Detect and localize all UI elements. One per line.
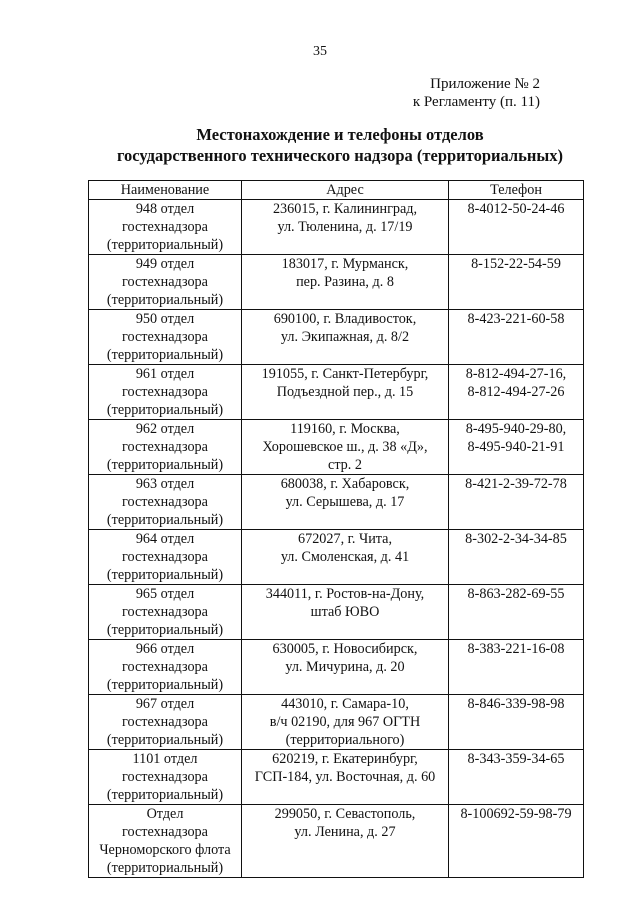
- cell-name-line: гостехнадзора: [122, 384, 208, 400]
- cell-phone-line: 8-343-359-34-65: [467, 751, 565, 767]
- cell-name: [89, 365, 242, 420]
- cell-address-line: ул. Тюленина, д. 17/19: [277, 219, 413, 235]
- cell-name-line: (территориальный): [106, 402, 224, 418]
- cell-address: [242, 475, 449, 530]
- table-row: [89, 530, 584, 585]
- cell-phone-line: 8-423-221-60-58: [467, 311, 565, 327]
- cell-address-line: 183017, г. Мурманск,: [281, 256, 409, 272]
- cell-name-line: 963 отдел: [135, 476, 195, 492]
- cell-phone: [449, 475, 584, 530]
- cell-phone: [449, 695, 584, 750]
- document-title-line-1: Местонахождение и телефоны отделов: [196, 125, 484, 144]
- cell-name-line: гостехнадзора: [122, 274, 208, 290]
- cell-name-line: 967 отдел: [135, 696, 195, 712]
- cell-address: [242, 255, 449, 310]
- cell-name-line: (территориальный): [106, 860, 224, 876]
- appendix-line-1: Приложение № 2: [430, 76, 540, 92]
- cell-phone: [449, 420, 584, 475]
- cell-name-line: (территориальный): [106, 787, 224, 803]
- cell-name-line: (территориальный): [106, 237, 224, 253]
- offices-table: [88, 180, 584, 878]
- cell-address: [242, 530, 449, 585]
- cell-address: [242, 640, 449, 695]
- cell-address-line: 191055, г. Санкт-Петербург,: [261, 366, 429, 382]
- cell-name-line: гостехнадзора: [122, 549, 208, 565]
- cell-address: [242, 750, 449, 805]
- cell-name-line: 950 отдел: [135, 311, 195, 327]
- cell-address-line: 630005, г. Новосибирск,: [272, 641, 418, 657]
- cell-name: [89, 695, 242, 750]
- cell-name: [89, 420, 242, 475]
- cell-address-line: 299050, г. Севастополь,: [274, 806, 416, 822]
- table-row: [89, 475, 584, 530]
- cell-name-line: 962 отдел: [135, 421, 195, 437]
- cell-name-line: 965 отдел: [135, 586, 195, 602]
- cell-name: [89, 255, 242, 310]
- cell-name-line: (территориальный): [106, 677, 224, 693]
- cell-phone: [449, 200, 584, 255]
- cell-address-line: Хорошевское ш., д. 38 «Д»,: [262, 439, 428, 455]
- cell-phone: [449, 750, 584, 805]
- cell-name-line: 961 отдел: [135, 366, 195, 382]
- cell-address-line: ул. Ленина, д. 27: [294, 824, 396, 840]
- cell-address-line: стр. 2: [328, 457, 362, 473]
- cell-phone-line: 8-495-940-21-91: [467, 439, 565, 455]
- cell-name: [89, 310, 242, 365]
- cell-name-line: (территориальный): [106, 622, 224, 638]
- cell-name-line: гостехнадзора: [122, 659, 208, 675]
- table-row: [89, 585, 584, 640]
- cell-address-line: 443010, г. Самара-10,: [281, 696, 409, 712]
- cell-phone-line: 8-812-494-27-16,: [465, 366, 567, 382]
- cell-address-line: 672027, г. Чита,: [298, 531, 392, 547]
- appendix-line-2: к Регламенту (п. 11): [412, 94, 540, 110]
- cell-address-line: 119160, г. Москва,: [290, 421, 400, 437]
- table-row: [89, 420, 584, 475]
- cell-address: [242, 200, 449, 255]
- cell-phone-line: 8-863-282-69-55: [467, 586, 565, 602]
- cell-name-line: (территориальный): [106, 732, 224, 748]
- cell-name: [89, 750, 242, 805]
- cell-phone-line: 8-4012-50-24-46: [467, 201, 565, 217]
- cell-name-line: (территориальный): [106, 512, 224, 528]
- cell-address: [242, 310, 449, 365]
- cell-address: [242, 695, 449, 750]
- header-name: Наименование: [89, 181, 242, 200]
- cell-name: [89, 475, 242, 530]
- cell-name-line: Отдел: [146, 806, 184, 822]
- table-row: [89, 310, 584, 365]
- cell-phone-line: 8-495-940-29-80,: [465, 421, 567, 437]
- cell-address-line: штаб ЮВО: [310, 604, 380, 620]
- appendix-note: [380, 75, 540, 111]
- cell-name-line: гостехнадзора: [122, 604, 208, 620]
- cell-phone-line: 8-100692-59-98-79: [460, 806, 572, 822]
- cell-address-line: 236015, г. Калининград,: [272, 201, 418, 217]
- cell-address-line: 344011, г. Ростов-на-Дону,: [265, 586, 425, 602]
- cell-address-line: ул. Смоленская, д. 41: [280, 549, 410, 565]
- cell-name: [89, 640, 242, 695]
- cell-name-line: гостехнадзора: [122, 439, 208, 455]
- cell-name-line: гостехнадзора: [122, 769, 208, 785]
- cell-phone-line: 8-846-339-98-98: [467, 696, 565, 712]
- cell-address-line: 620219, г. Екатеринбург,: [272, 751, 418, 767]
- cell-name-line: (территориальный): [106, 347, 224, 363]
- cell-name: [89, 805, 242, 878]
- cell-name-line: 966 отдел: [135, 641, 195, 657]
- cell-name-line: 949 отдел: [135, 256, 195, 272]
- cell-address-line: пер. Разина, д. 8: [296, 274, 394, 290]
- cell-name-line: (территориальный): [106, 292, 224, 308]
- table-row: [89, 200, 584, 255]
- document-title: [40, 124, 640, 166]
- cell-name-line: Черноморского флота: [99, 842, 231, 858]
- table-row: [89, 365, 584, 420]
- cell-name-line: (территориальный): [106, 567, 224, 583]
- table-row: [89, 695, 584, 750]
- cell-address-line: ул. Мичурина, д. 20: [285, 659, 405, 675]
- cell-phone: [449, 255, 584, 310]
- cell-name-line: гостехнадзора: [122, 329, 208, 345]
- table-body: [89, 200, 584, 878]
- cell-phone-line: 8-421-2-39-72-78: [465, 476, 567, 492]
- cell-name: [89, 200, 242, 255]
- cell-address-line: в/ч 02190, для 967 ОГТН: [269, 714, 421, 730]
- table-row: [89, 640, 584, 695]
- header-phone: Телефон: [449, 181, 584, 200]
- cell-name-line: 1101 отдел: [132, 751, 198, 767]
- cell-name-line: 948 отдел: [135, 201, 195, 217]
- table-row: [89, 805, 584, 878]
- cell-name-line: гостехнадзора: [122, 714, 208, 730]
- cell-address-line: 680038, г. Хабаровск,: [280, 476, 410, 492]
- cell-phone-line: 8-152-22-54-59: [471, 256, 561, 272]
- cell-name-line: гостехнадзора: [122, 219, 208, 235]
- cell-address: [242, 365, 449, 420]
- cell-phone-line: 8-812-494-27-26: [467, 384, 565, 400]
- header-address: Адрес: [242, 181, 449, 200]
- cell-address: [242, 585, 449, 640]
- cell-address-line: Подъездной пер., д. 15: [276, 384, 414, 400]
- cell-phone: [449, 310, 584, 365]
- cell-phone: [449, 585, 584, 640]
- cell-phone-line: 8-383-221-16-08: [467, 641, 565, 657]
- cell-name-line: гостехнадзора: [122, 824, 208, 840]
- cell-address: [242, 420, 449, 475]
- document-title-line-2: государственного технического надзора (территориальных): [116, 146, 564, 165]
- cell-address: [242, 805, 449, 878]
- cell-phone: [449, 365, 584, 420]
- cell-phone: [449, 640, 584, 695]
- cell-name-line: гостехнадзора: [122, 494, 208, 510]
- cell-name-line: 964 отдел: [135, 531, 195, 547]
- page-number: 35: [313, 44, 327, 59]
- cell-address-line: ул. Экипажная, д. 8/2: [280, 329, 410, 345]
- cell-name: [89, 585, 242, 640]
- cell-phone-line: 8-302-2-34-34-85: [465, 531, 567, 547]
- cell-address-line: ул. Серышева, д. 17: [285, 494, 405, 510]
- cell-phone: [449, 530, 584, 585]
- table-header-row: [89, 181, 584, 200]
- cell-name-line: (территориальный): [106, 457, 224, 473]
- cell-name: [89, 530, 242, 585]
- cell-address-line: 690100, г. Владивосток,: [273, 311, 417, 327]
- table-row: [89, 750, 584, 805]
- cell-phone: [449, 805, 584, 878]
- cell-address-line: (территориального): [285, 732, 405, 748]
- table-row: [89, 255, 584, 310]
- cell-address-line: ГСП-184, ул. Восточная, д. 60: [254, 769, 436, 785]
